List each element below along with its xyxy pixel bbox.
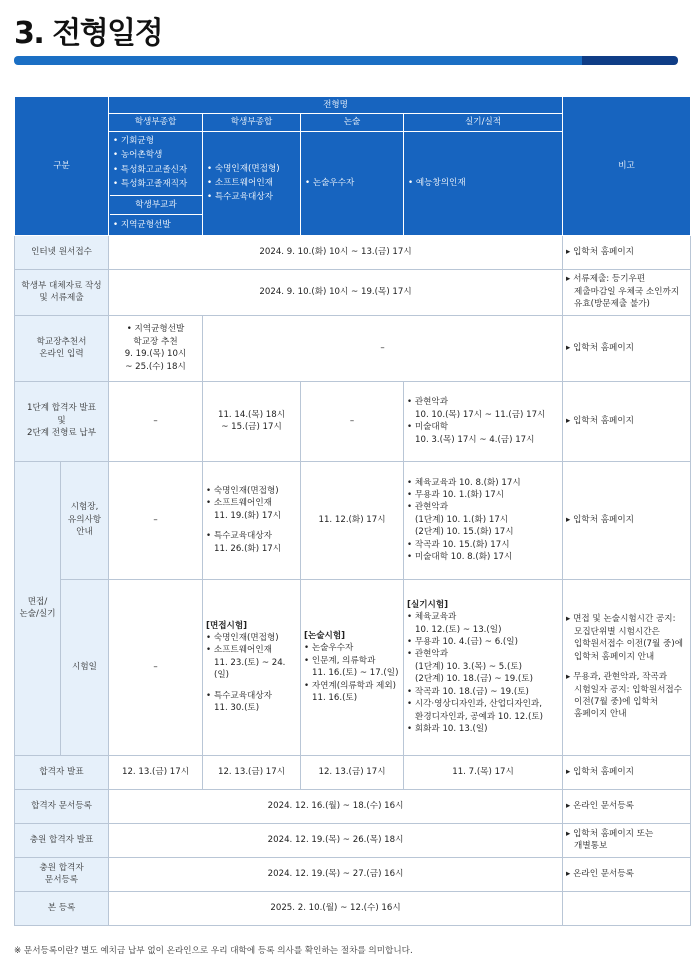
row-label-recommend: 학교장추천서 온라인 입력 <box>15 315 109 381</box>
row-label-online-apply: 인터넷 원서접수 <box>15 235 109 269</box>
exam-col4: [실기시험] • 체육교육과 10. 12.(토) ~ 13.(일) • 무용과 10. 4.(금) ~ 6.(일) • 관현악과 (1단계) 10. 3.(목) ~ 5.(토) (2단계) 10. 18.(금) ~ 19.(토) • 작곡과 10. 18.(금) ~ 19.(토) • 시각·영상디자인과, 산업디자인과, 환경디자인과, 공예과 10. 12.(토) • 회화과 10. 13.(일) <box>404 579 563 755</box>
header-col-4-items: • 예능창의인재 <box>404 131 563 235</box>
table-row <box>15 755 691 789</box>
title-underline-bar <box>14 56 678 65</box>
register-date: 2024. 12. 16.(월) ~ 18.(수) 16시 <box>109 789 563 823</box>
docs-date: 2024. 9. 10.(화) 10시 ~ 19.(목) 17시 <box>109 269 563 315</box>
table-row <box>15 789 691 823</box>
result-col4: 11. 7.(목) 17시 <box>404 755 563 789</box>
table-row <box>15 461 691 579</box>
row-label-register: 합격자 문서등록 <box>15 789 109 823</box>
online-apply-note: ▸ 입학처 홈페이지 <box>563 235 691 269</box>
row-label-interview-group: 면접/ 논술/실기 <box>15 461 61 755</box>
recommend-note: ▸ 입학처 홈페이지 <box>563 315 691 381</box>
stage1-col2: 11. 14.(목) 18시 ~ 15.(금) 17시 <box>203 381 301 461</box>
row-label-docs: 학생부 대체자료 작성 및 서류제출 <box>15 269 109 315</box>
table-row <box>15 823 691 857</box>
add-result-date: 2024. 12. 19.(목) ~ 26.(목) 18시 <box>109 823 563 857</box>
table-row <box>15 891 691 925</box>
title-bar-dark <box>582 56 678 65</box>
result-col1: 12. 13.(금) 17시 <box>109 755 203 789</box>
recommend-date: • 지역균형선발 학교장 추천 9. 19.(목) 10시 ~ 25.(수) 18시 <box>109 315 203 381</box>
table-row <box>15 269 691 315</box>
row-label-stage1: 1단계 합격자 발표 및 2단계 전형료 납부 <box>15 381 109 461</box>
notice-col3: 11. 12.(화) 17시 <box>301 461 404 579</box>
result-col3: 12. 13.(금) 17시 <box>301 755 404 789</box>
recommend-na: – <box>203 315 563 381</box>
result-note: ▸ 입학처 홈페이지 <box>563 755 691 789</box>
footnote: ※ 문서등록이란? 별도 예치금 납부 없이 온라인으로 우리 대학에 등록 의사를 확인하는 절차를 의미합니다. <box>14 946 413 956</box>
row-label-final: 본 등록 <box>15 891 109 925</box>
table-row <box>15 857 691 891</box>
table-row <box>15 315 691 381</box>
table-row <box>15 579 691 755</box>
header-col-1: 학생부종합 <box>109 114 203 131</box>
online-apply-date: 2024. 9. 10.(화) 10시 ~ 13.(금) 17시 <box>109 235 563 269</box>
exam-col2: [면접시험] • 숙명인재(면접형) • 소프트웨어인재 11. 23.(토) ~ 24.(일) • 특수교육대상자 11. 30.(토) <box>203 579 301 755</box>
title-bar-light <box>14 56 582 65</box>
notice-col2: • 숙명인재(면접형) • 소프트웨어인재 11. 19.(화) 17시 • 특수교육대상자 11. 26.(화) 17시 <box>203 461 301 579</box>
stage1-col4: • 관현악과 10. 10.(목) 17시 ~ 11.(금) 17시 • 미술대학 10. 3.(목) 17시 ~ 4.(금) 17시 <box>404 381 563 461</box>
row-label-notice: 시험장, 유의사항 안내 <box>61 461 109 579</box>
stage1-note: ▸ 입학처 홈페이지 <box>563 381 691 461</box>
row-label-result: 합격자 발표 <box>15 755 109 789</box>
add-result-note: ▸ 입학처 홈페이지 또는 개별통보 <box>563 823 691 857</box>
header-col-2: 학생부종합 <box>203 114 301 131</box>
stage1-col1: – <box>109 381 203 461</box>
header-category: 구분 <box>15 97 109 236</box>
header-col-1-items: • 기회균형 • 농어촌학생 • 특성화고교졸신자 • 특성화고졸재직자 학생부교과 • 지역균형선발 <box>109 131 203 235</box>
final-date: 2025. 2. 10.(월) ~ 12.(수) 16시 <box>109 891 563 925</box>
header-col-3-items: • 논술우수자 <box>301 131 404 235</box>
exam-note: ▸ 면접 및 논술시험시간 공지: 모집단위별 시험시간은 입학원서접수 이전(7월 중)에 입학처 홈페이지 안내 ▸ 무용과, 관현악과, 작곡과 시험일자 공지: 입학원서접수 이전(7월 중)에 입학처 홈페이지 안내 <box>563 579 691 755</box>
header-col-2-items: • 숙명인재(면접형) • 소프트웨어인재 • 특수교육대상자 <box>203 131 301 235</box>
exam-col3: [논술시험] • 논술우수자 • 인문계, 의류학과 11. 16.(토) ~ 17.(일) • 자연계(의류학과 제외) 11. 16.(토) <box>301 579 404 755</box>
table-row <box>15 235 691 269</box>
stage1-col3: – <box>301 381 404 461</box>
docs-note: ▸ 서류제출: 등기우편 제출마감일 우체국 소인까지 유효(방문제출 불가) <box>563 269 691 315</box>
exam-col1: – <box>109 579 203 755</box>
add-register-note: ▸ 온라인 문서등록 <box>563 857 691 891</box>
header-remarks: 비고 <box>563 97 691 236</box>
row-label-add-result: 충원 합격자 발표 <box>15 823 109 857</box>
table-row <box>15 381 691 461</box>
result-col2: 12. 13.(금) 17시 <box>203 755 301 789</box>
header-name: 전형명 <box>109 97 563 114</box>
header-col-3: 논술 <box>301 114 404 131</box>
add-register-date: 2024. 12. 19.(목) ~ 27.(금) 16시 <box>109 857 563 891</box>
notice-col4: • 체육교육과 10. 8.(화) 17시 • 무용과 10. 1.(화) 17시 • 관현악과 (1단계) 10. 1.(화) 17시 (2단계) 10. 15.(화) 17시 • 작곡과 10. 15.(화) 17시 • 미술대학 10. 8.(화) 17시 <box>404 461 563 579</box>
row-label-exam: 시험일 <box>61 579 109 755</box>
notice-note: ▸ 입학처 홈페이지 <box>563 461 691 579</box>
final-note <box>563 891 691 925</box>
page-title: 3. 전형일정 <box>14 16 163 51</box>
header-col-4: 실기/실적 <box>404 114 563 131</box>
notice-col1: – <box>109 461 203 579</box>
schedule-table <box>14 96 691 926</box>
register-note: ▸ 온라인 문서등록 <box>563 789 691 823</box>
row-label-add-register: 충원 합격자 문서등록 <box>15 857 109 891</box>
